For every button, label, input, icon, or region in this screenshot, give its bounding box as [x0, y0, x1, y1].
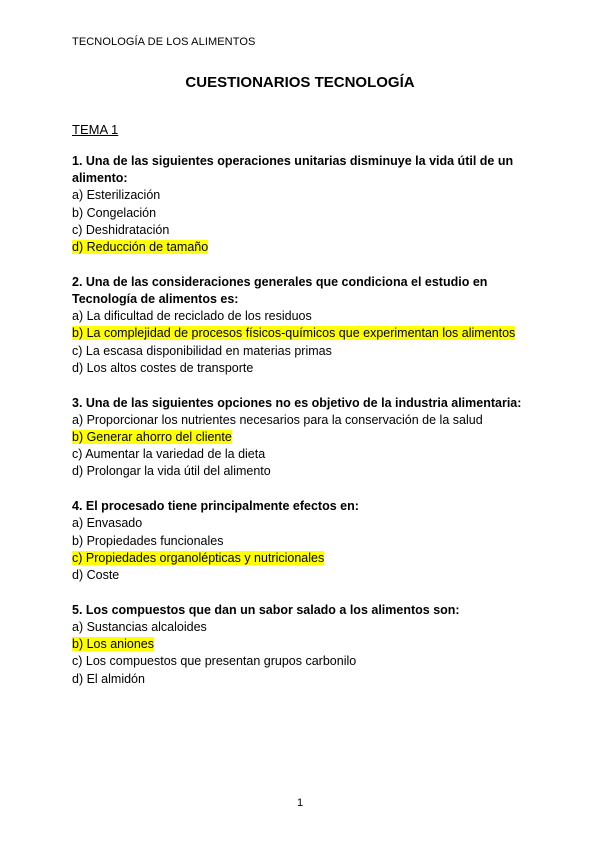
option-b — [72, 205, 532, 222]
question-5 — [72, 602, 532, 688]
option-d — [72, 239, 532, 256]
option-text: b) Congelación — [72, 205, 157, 220]
option-d — [72, 360, 532, 377]
option-c — [72, 343, 532, 360]
option-c — [72, 222, 532, 239]
question-4 — [72, 498, 532, 584]
option-b — [72, 325, 532, 342]
highlighted-answer: b) La complejidad de procesos físicos-químicos que experimentan los alimentos — [72, 326, 516, 341]
highlighted-answer: b) Generar ahorro del cliente — [72, 430, 232, 445]
question-text: 5. Los compuestos que dan un sabor salado a los alimentos son: — [72, 602, 460, 617]
question-list — [72, 153, 532, 705]
question-text: 3. Una de las siguientes opciones no es objetivo de la industria alimentaria: — [72, 395, 522, 410]
question-1 — [72, 153, 532, 256]
option-text: c) Aumentar la variedad de la dieta — [72, 447, 266, 462]
option-a — [72, 515, 532, 532]
question-3 — [72, 395, 532, 481]
option-a — [72, 619, 532, 636]
option-d — [72, 671, 532, 688]
page-title: CUESTIONARIOS TECNOLOGÍA — [185, 74, 415, 91]
option-text: d) El almidón — [72, 671, 145, 686]
option-d — [72, 567, 532, 584]
section-title: TEMA 1 — [72, 122, 119, 137]
option-a — [72, 187, 532, 204]
option-text: a) Proporcionar los nutrientes necesarios para la conservación de la salud — [72, 412, 483, 427]
option-text: c) Deshidratación — [72, 222, 170, 237]
option-text: a) Esterilización — [72, 188, 161, 203]
option-a — [72, 308, 532, 325]
option-b — [72, 429, 532, 446]
option-text: d) Los altos costes de transporte — [72, 360, 254, 375]
question-2 — [72, 274, 532, 377]
option-b — [72, 636, 532, 653]
option-text: d) Coste — [72, 568, 120, 583]
question-text: 2. Una de las consideraciones generales que condiciona el estudio en Tecnología de alimentos es: — [72, 274, 488, 307]
highlighted-answer: c) Propiedades organolépticas y nutricionales — [72, 550, 325, 565]
option-c — [72, 446, 532, 463]
question-text: 4. El procesado tiene principalmente efectos en: — [72, 499, 359, 514]
option-d — [72, 463, 532, 480]
option-text: a) La dificultad de reciclado de los residuos — [72, 309, 312, 324]
option-text: c) Los compuestos que presentan grupos carbonilo — [72, 654, 357, 669]
option-c — [72, 653, 532, 670]
page-number: 1 — [296, 797, 304, 809]
running-header: TECNOLOGÍA DE LOS ALIMENTOS — [72, 36, 256, 48]
question-text: 1. Una de las siguientes operaciones unitarias disminuye la vida útil de un alimento: — [72, 154, 514, 186]
option-b — [72, 533, 532, 550]
highlighted-answer: b) Los aniones — [72, 637, 155, 652]
option-c — [72, 550, 532, 567]
option-text: b) Propiedades funcionales — [72, 533, 224, 548]
option-text: a) Sustancias alcaloides — [72, 620, 207, 635]
option-text: a) Envasado — [72, 516, 143, 531]
option-a — [72, 412, 532, 429]
option-text: c) La escasa disponibilidad en materias primas — [72, 343, 332, 358]
highlighted-answer: d) Reducción de tamaño — [72, 240, 209, 255]
option-text: d) Prolongar la vida útil del alimento — [72, 464, 271, 479]
